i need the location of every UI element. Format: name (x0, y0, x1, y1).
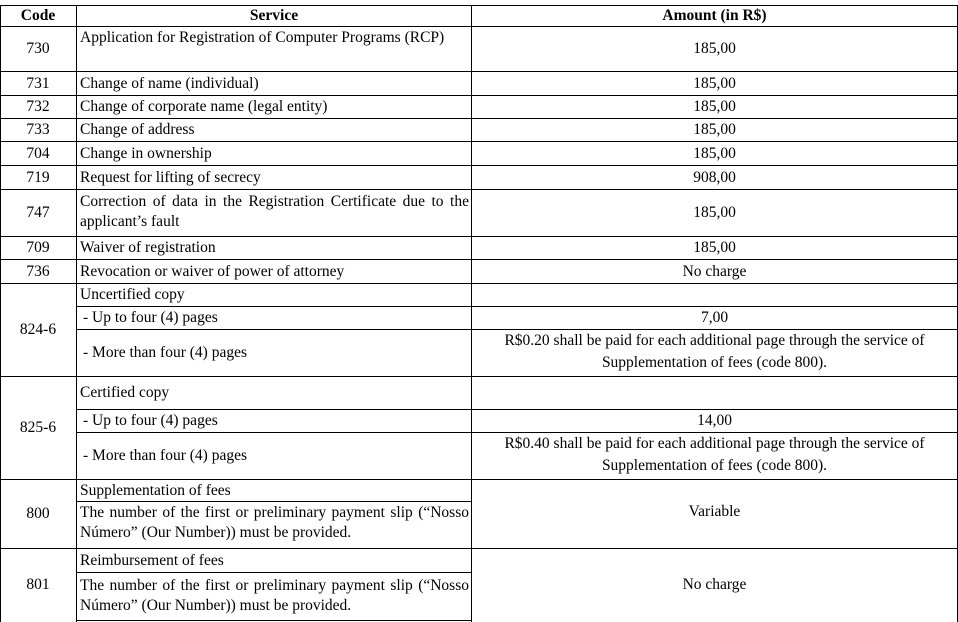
service-cell: Certified copy (80, 384, 170, 401)
amount-cell: Variable (688, 503, 741, 520)
amount-cell: 185,00 (693, 121, 736, 138)
amount-cell: 7,00 (700, 309, 729, 326)
service-cell: - More than four (4) pages (83, 447, 247, 464)
code-cell: 730 (26, 40, 50, 57)
code-cell: 747 (26, 204, 50, 221)
code-cell: 709 (26, 239, 50, 256)
amount-cell: 185,00 (693, 144, 736, 162)
service-cell: Supplementation of fees (80, 481, 231, 499)
amount-cell: 185,00 (693, 74, 736, 92)
grid-line (76, 501, 472, 502)
code-cell: 733 (26, 121, 50, 138)
service-cell: Uncertified copy (80, 286, 185, 303)
header-amount: Amount (in R$) (662, 7, 767, 24)
code-cell: 704 (26, 144, 50, 162)
service-cell: Reimbursement of fees (80, 551, 224, 569)
service-cell: Change in ownership (80, 144, 212, 162)
code-cell: 800 (26, 505, 50, 522)
service-cell: The number of the first or preliminary payment slip (“Nosso Número” (Our Number)) must be provided. (80, 577, 469, 614)
service-cell: Change of address (80, 121, 195, 138)
code-cell: 825-6 (19, 419, 57, 436)
amount-cell: 14,00 (697, 412, 732, 429)
service-cell: Waiver of registration (80, 239, 216, 256)
header-code: Code (20, 7, 56, 24)
code-cell: 736 (26, 262, 50, 280)
service-cell: Change of name (individual) (80, 74, 259, 92)
code-cell: 731 (26, 74, 50, 92)
service-cell: Change of corporate name (legal entity) (80, 98, 328, 115)
code-cell: 732 (26, 98, 50, 115)
service-cell: Correction of data in the Registration Certificate due to the applicant’s fault (80, 193, 469, 230)
code-cell: 824-6 (19, 321, 57, 338)
amount-cell: 185,00 (693, 98, 736, 115)
service-cell: Request for lifting of secrecy (80, 168, 261, 186)
service-cell: - More than four (4) pages (83, 344, 247, 361)
amount-cell: R$0.40 shall be paid for each additional page through the service of Supplementation of fees (code 800). (504, 435, 925, 474)
code-cell: 801 (26, 575, 50, 593)
header-service: Service (249, 7, 299, 24)
service-cell: - Up to four (4) pages (83, 412, 218, 429)
amount-cell: 908,00 (693, 168, 736, 186)
service-cell: The number of the first or preliminary payment slip (“Nosso Número” (Our Number)) must be provided. (80, 504, 469, 541)
amount-cell: 185,00 (693, 204, 736, 221)
amount-cell: 185,00 (693, 40, 736, 57)
grid-line (76, 572, 472, 573)
code-cell: 719 (26, 168, 50, 186)
grid-line (76, 620, 472, 621)
service-cell: - Up to four (4) pages (83, 309, 218, 326)
service-cell: Application for Registration of Computer Programs (RCP) (80, 29, 445, 46)
amount-cell: No charge (682, 262, 747, 280)
amount-cell: No charge (682, 575, 747, 593)
amount-cell: 185,00 (693, 239, 736, 256)
amount-cell: R$0.20 shall be paid for each additional page through the service of Supplementation of fees (code 800). (504, 332, 925, 371)
service-cell: Revocation or waiver of power of attorney (80, 262, 345, 280)
